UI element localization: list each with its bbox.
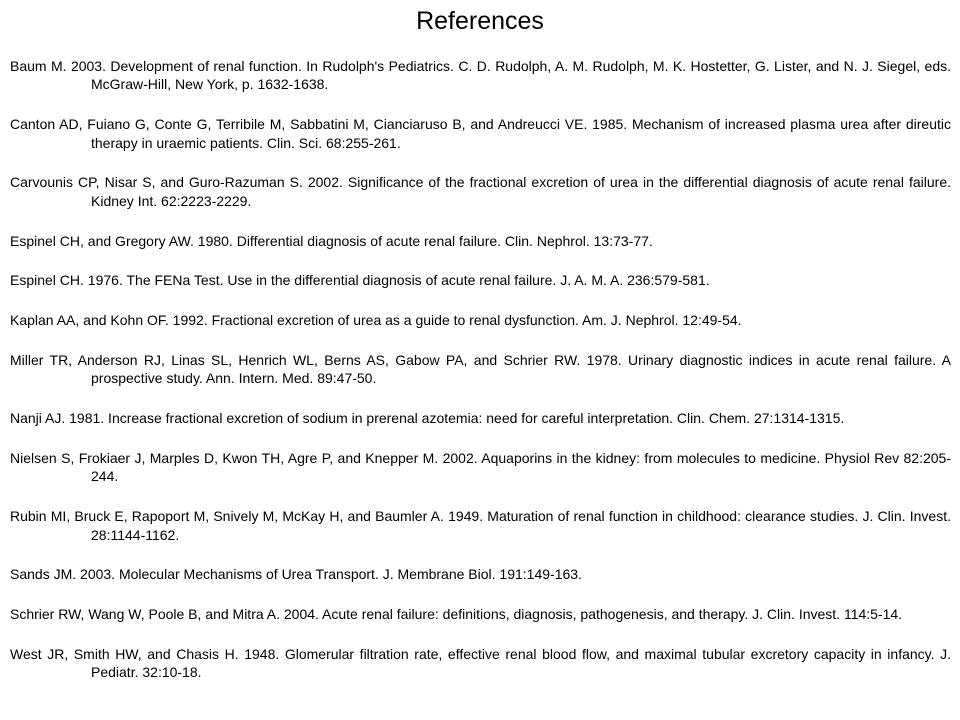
reference-item: Espinel CH, and Gregory AW. 1980. Differential diagnosis of acute renal failure. Clin. Nephrol. 13:73-77. (10, 232, 653, 249)
reference-item: Nanji AJ. 1981. Increase fractional excretion of sodium in prerenal azotemia: need for careful interpretation. Clin. Chem. 27:1314-1315. (10, 410, 845, 427)
reference-item: Schrier RW, Wang W, Poole B, and Mitra A. 2004. Acute renal failure: definitions, diagnosis, pathogenesis, and therapy. J. Clin. Invest. 114:5-14. (10, 606, 903, 623)
reference-item: Kaplan AA, and Kohn OF. 1992. Fractional excretion of urea as a guide to renal dysfunction. Am. J. Nephrol. 12:49-54. (10, 312, 742, 329)
reference-item: Canton AD, Fuiano G, Conte G, Terribile M, Sabbatini M, Cianciaruso B, and Andreucci VE. 1985. Mechanism of increased plasma urea after direutic therapy in uraemic patients. Clin. Sci. 68:255-261. (10, 116, 951, 151)
reference-item: Espinel CH. 1976. The FENa Test. Use in the differential diagnosis of acute renal failure. J. A. M. A. 236:579-581. (10, 272, 710, 289)
page-title: References (416, 7, 544, 35)
reference-item: West JR, Smith HW, and Chasis H. 1948. Glomerular filtration rate, effective renal blood flow, and maximal tubular excretory capacity in infancy. J. Pediatr. 32:10-18. (10, 646, 951, 681)
reference-item: Nielsen S, Frokiaer J, Marples D, Kwon TH, Agre P, and Knepper M. 2002. Aquaporins in the kidney: from molecules to medicine. Physiol Rev 82:205-244. (10, 450, 951, 485)
reference-item: Miller TR, Anderson RJ, Linas SL, Henrich WL, Berns AS, Gabow PA, and Schrier RW. 1978. Urinary diagnostic indices in acute renal failure. A prospective study. Ann. Intern. Med. 89:47-50. (10, 352, 951, 387)
reference-list (10, 57, 951, 682)
reference-item: Rubin MI, Bruck E, Rapoport M, Snively M, McKay H, and Baumler A. 1949. Maturation of renal function in childhood: clearance studies. J. Clin. Invest. 28:1144-1162. (10, 508, 951, 543)
reference-item: Carvounis CP, Nisar S, and Guro-Razuman S. 2002. Significance of the fractional excretion of urea in the differential diagnosis of acute renal failure. Kidney Int. 62:2223-2229. (10, 174, 951, 209)
reference-item: Baum M. 2003. Development of renal function. In Rudolph's Pediatrics. C. D. Rudolph, A. M. Rudolph, M. K. Hostetter, G. Lister, and N. J. Siegel, eds. McGraw-Hill, New York, p. 1632-1638. (10, 58, 951, 93)
reference-item: Sands JM. 2003. Molecular Mechanisms of Urea Transport. J. Membrane Biol. 191:149-163. (10, 566, 582, 583)
